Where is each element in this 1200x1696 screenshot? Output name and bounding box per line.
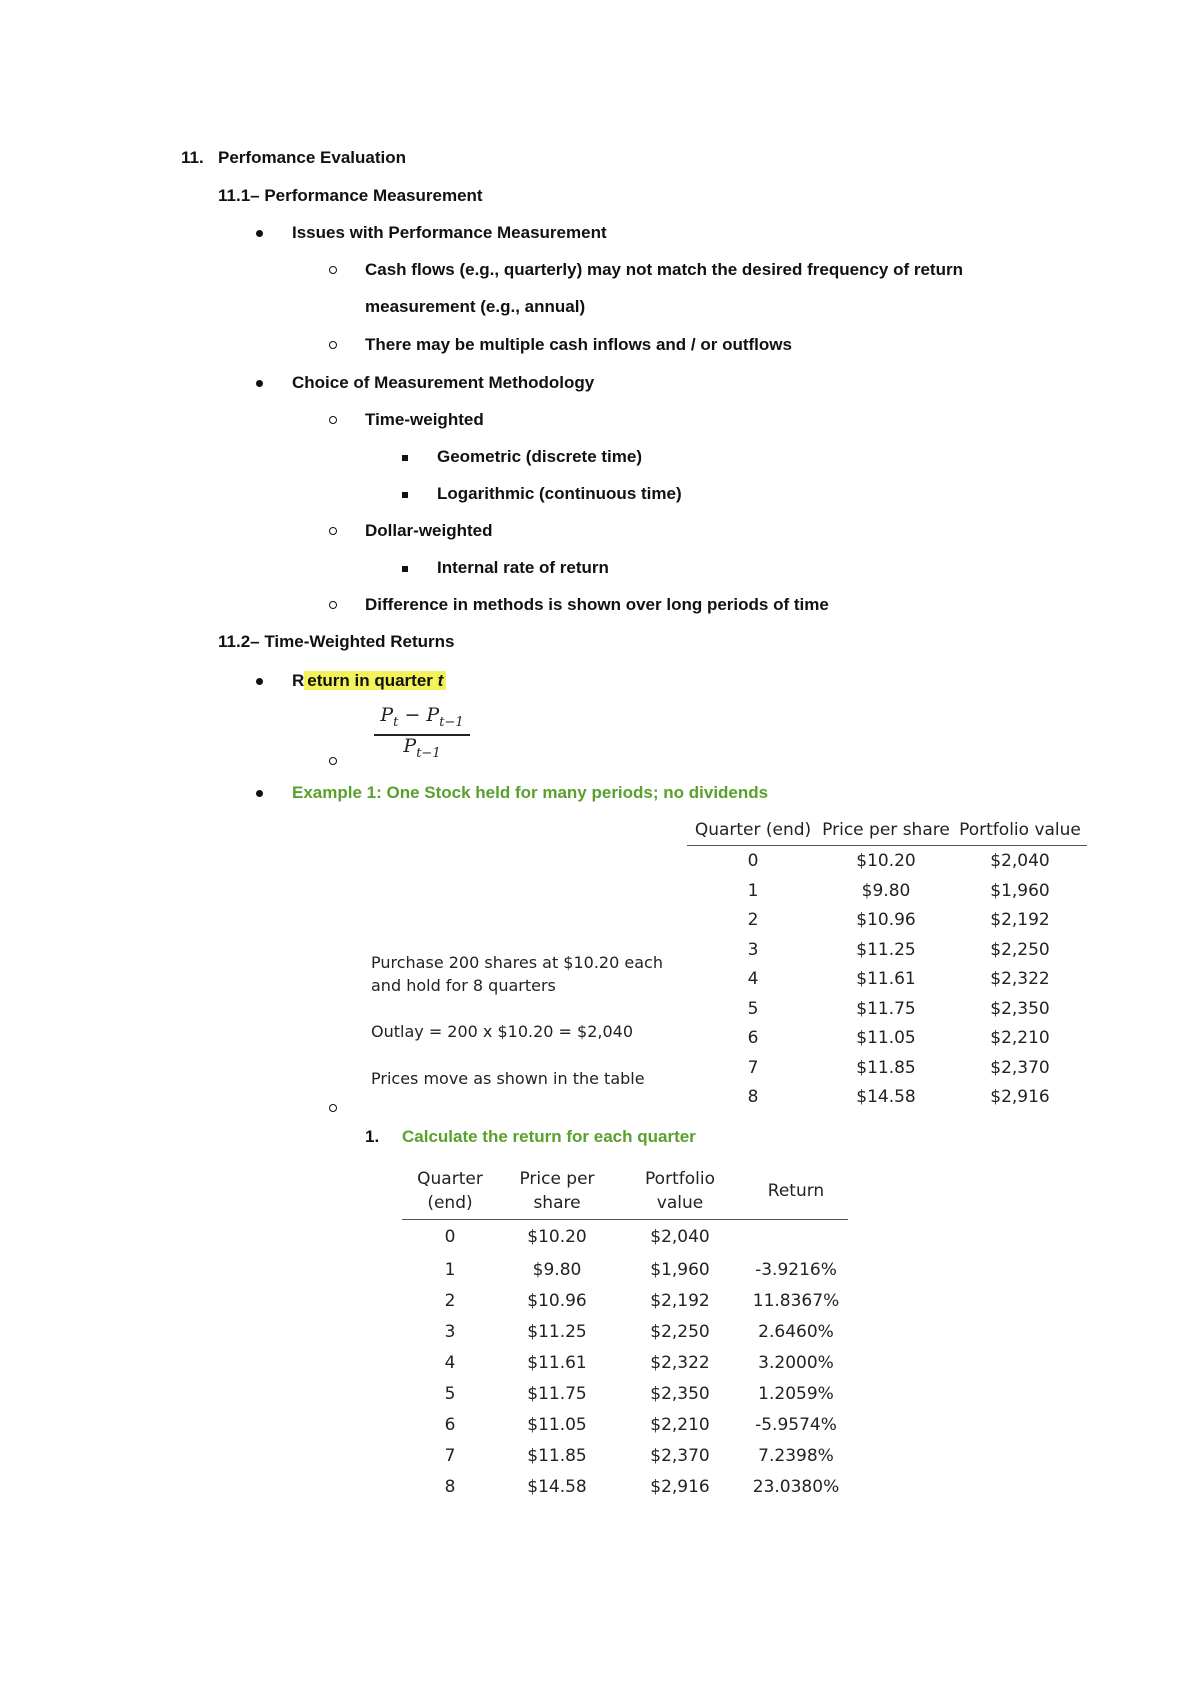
section-11-2-title: 11.2– Time-Weighted Returns <box>218 632 455 651</box>
geometric-label: Geometric (discrete time) <box>437 447 643 466</box>
table-cell: $1,960 <box>650 1259 710 1280</box>
table-row <box>687 994 1087 1024</box>
formula-p: P <box>403 735 417 757</box>
table-row <box>687 906 1087 936</box>
table-cell: 5 <box>747 998 759 1019</box>
issue-item-1-cont: measurement (e.g., annual) <box>365 297 586 316</box>
table-cell: 8 <box>444 1476 456 1497</box>
header-line: value <box>656 1192 704 1213</box>
table-cell: $2,350 <box>650 1383 710 1404</box>
table-cell: 23.0380% <box>752 1476 840 1497</box>
table-cell: $2,350 <box>990 998 1050 1019</box>
return-label-rest: eturn in quarter <box>307 671 433 690</box>
table-row <box>687 1083 1087 1113</box>
table-header: Quarter (end) <box>694 819 812 840</box>
bullet-disc-icon <box>256 230 263 237</box>
table-cell: $2,322 <box>650 1352 710 1373</box>
table-cell: 4 <box>444 1352 456 1373</box>
formula-numerator <box>374 704 470 730</box>
table-cell: $2,040 <box>990 850 1050 871</box>
example-text-line-3: Outlay = 200 x $10.20 = $2,040 <box>371 1022 634 1041</box>
table-cell: $9.80 <box>861 880 911 901</box>
table-cell: $11.85 <box>527 1445 587 1466</box>
example-text-line-2: and hold for 8 quarters <box>371 976 556 995</box>
table-cell: 3.2000% <box>758 1352 834 1373</box>
return-label-variable: t <box>437 671 444 690</box>
bullet-circle-icon <box>329 341 337 349</box>
bullet-circle-icon <box>329 1104 337 1112</box>
table-row <box>402 1440 848 1471</box>
table-cell: 0 <box>747 850 759 871</box>
table-cell: 8 <box>747 1087 759 1108</box>
formula-p: P <box>426 704 440 726</box>
issue-item-1: Cash flows (e.g., quarterly) may not match the desired frequency of return <box>365 260 963 279</box>
table-cell: 1.2059% <box>758 1383 834 1404</box>
table-row <box>687 935 1087 965</box>
table-cell: $14.58 <box>856 1087 916 1108</box>
table-cell: $1,960 <box>990 880 1050 901</box>
table-cell: 11.8367% <box>752 1290 840 1311</box>
table-cell: 7.2398% <box>758 1445 834 1466</box>
table-cell: $11.61 <box>856 969 916 990</box>
table-cell: $11.61 <box>527 1352 587 1373</box>
table-row <box>402 1254 848 1285</box>
time-weighted-label: Time-weighted <box>365 410 484 429</box>
return-label-first-letter: R <box>292 671 305 690</box>
table-row <box>402 1471 848 1502</box>
table-row <box>402 1378 848 1409</box>
formula-denominator <box>374 735 470 761</box>
table-cell: $2,210 <box>990 1028 1050 1049</box>
table-cell: 6 <box>444 1414 456 1435</box>
formula-sub: t−1 <box>416 745 441 761</box>
bullet-disc-icon <box>256 380 263 387</box>
example-1-title: Example 1: One Stock held for many periods; no dividends <box>292 783 769 802</box>
header-line: share <box>533 1192 581 1213</box>
formula-sub: t−1 <box>439 714 464 730</box>
issues-label: Issues with Performance Measurement <box>292 223 607 242</box>
table-cell: $9.80 <box>532 1259 582 1280</box>
table-row <box>687 876 1087 906</box>
table-row <box>402 1219 848 1254</box>
table-cell: 6 <box>747 1028 759 1049</box>
table-cell: $2,040 <box>650 1226 710 1247</box>
irr-label: Internal rate of return <box>437 558 609 577</box>
table-cell: $10.96 <box>527 1290 587 1311</box>
step-1-label: Calculate the return for each quarter <box>402 1127 696 1146</box>
table-cell: $2,192 <box>650 1290 710 1311</box>
table-cell: 1 <box>747 880 759 901</box>
header-line: Return <box>767 1180 825 1201</box>
table-cell: -3.9216% <box>755 1259 837 1280</box>
bullet-circle-icon <box>329 757 337 765</box>
table-row <box>687 1024 1087 1054</box>
formula-p: P <box>380 704 394 726</box>
table-cell: 2 <box>747 910 759 931</box>
table-row <box>402 1347 848 1378</box>
formula-minus: − <box>404 704 421 726</box>
example-text-line-4: Prices move as shown in the table <box>371 1069 645 1088</box>
table-row <box>402 1316 848 1347</box>
table-cell: 0 <box>444 1226 456 1247</box>
header-line: (end) <box>427 1192 473 1213</box>
page-title: Perfomance Evaluation <box>218 148 407 167</box>
example-text-line-1: Purchase 200 shares at $10.20 each <box>371 953 663 972</box>
table-row <box>402 1409 848 1440</box>
bullet-circle-icon <box>329 527 337 535</box>
table-header <box>498 1163 616 1219</box>
table-header: Portfolio value <box>959 819 1081 840</box>
formula-sub: t <box>393 714 399 730</box>
bullet-circle-icon <box>329 601 337 609</box>
table-cell: $11.05 <box>856 1028 916 1049</box>
table-cell: $2,916 <box>650 1476 710 1497</box>
issue-item-2: There may be multiple cash inflows and / or outflows <box>365 335 792 354</box>
bullet-disc-icon <box>256 678 263 685</box>
table-row <box>402 1285 848 1316</box>
table-cell: $10.20 <box>856 850 916 871</box>
table-cell: 2.6460% <box>758 1321 834 1342</box>
table-cell: $2,192 <box>990 910 1050 931</box>
table-cell: $14.58 <box>527 1476 587 1497</box>
table-cell: $11.85 <box>856 1057 916 1078</box>
highlight <box>304 671 446 690</box>
table-cell: 7 <box>747 1057 759 1078</box>
table-cell: $2,916 <box>990 1087 1050 1108</box>
bullet-square-icon <box>402 455 408 461</box>
table-header <box>402 1163 498 1219</box>
bullet-circle-icon <box>329 416 337 424</box>
choice-label: Choice of Measurement Methodology <box>292 373 595 392</box>
table-cell: 2 <box>444 1290 456 1311</box>
bullet-disc-icon <box>256 790 263 797</box>
table-cell: $2,322 <box>990 969 1050 990</box>
table-cell: $10.20 <box>527 1226 587 1247</box>
table-cell: 5 <box>444 1383 456 1404</box>
table-header <box>616 1163 744 1219</box>
bullet-square-icon <box>402 492 408 498</box>
table-cell: -5.9574% <box>755 1414 837 1435</box>
table-header <box>744 1163 848 1219</box>
table-cell: 1 <box>444 1259 456 1280</box>
table-cell: $11.05 <box>527 1414 587 1435</box>
table-header: Price per share <box>822 819 950 840</box>
heading-number: 11. <box>181 148 204 167</box>
table-cell: $10.96 <box>856 910 916 931</box>
table-row <box>687 965 1087 995</box>
return-in-quarter-label <box>292 670 446 692</box>
table-cell: 7 <box>444 1445 456 1466</box>
table-cell: $11.75 <box>527 1383 587 1404</box>
logarithmic-label: Logarithmic (continuous time) <box>437 484 682 503</box>
table-row <box>687 845 1087 876</box>
table-cell <box>744 1219 848 1254</box>
table-cell: $2,250 <box>990 939 1050 960</box>
bullet-square-icon <box>402 566 408 572</box>
table-cell: $2,250 <box>650 1321 710 1342</box>
table-cell: 3 <box>747 939 759 960</box>
header-line: Portfolio <box>645 1168 715 1189</box>
quarterly-return-table <box>402 1163 848 1502</box>
table-cell: 4 <box>747 969 759 990</box>
table-cell: $2,210 <box>650 1414 710 1435</box>
table-cell: $11.25 <box>856 939 916 960</box>
difference-label: Difference in methods is shown over long periods of time <box>365 595 829 614</box>
table-cell: $2,370 <box>650 1445 710 1466</box>
table-cell: $2,370 <box>990 1057 1050 1078</box>
bullet-circle-icon <box>329 266 337 274</box>
table-cell: $11.25 <box>527 1321 587 1342</box>
table-row <box>687 1053 1087 1083</box>
header-line: Quarter <box>417 1168 483 1189</box>
step-1-number: 1. <box>365 1127 380 1146</box>
header-line: Price per <box>519 1168 595 1189</box>
section-11-1-title: 11.1– Performance Measurement <box>218 186 483 205</box>
example-price-table <box>687 815 1087 1112</box>
table-cell: $11.75 <box>856 998 916 1019</box>
table-cell: 3 <box>444 1321 456 1342</box>
dollar-weighted-label: Dollar-weighted <box>365 521 493 540</box>
